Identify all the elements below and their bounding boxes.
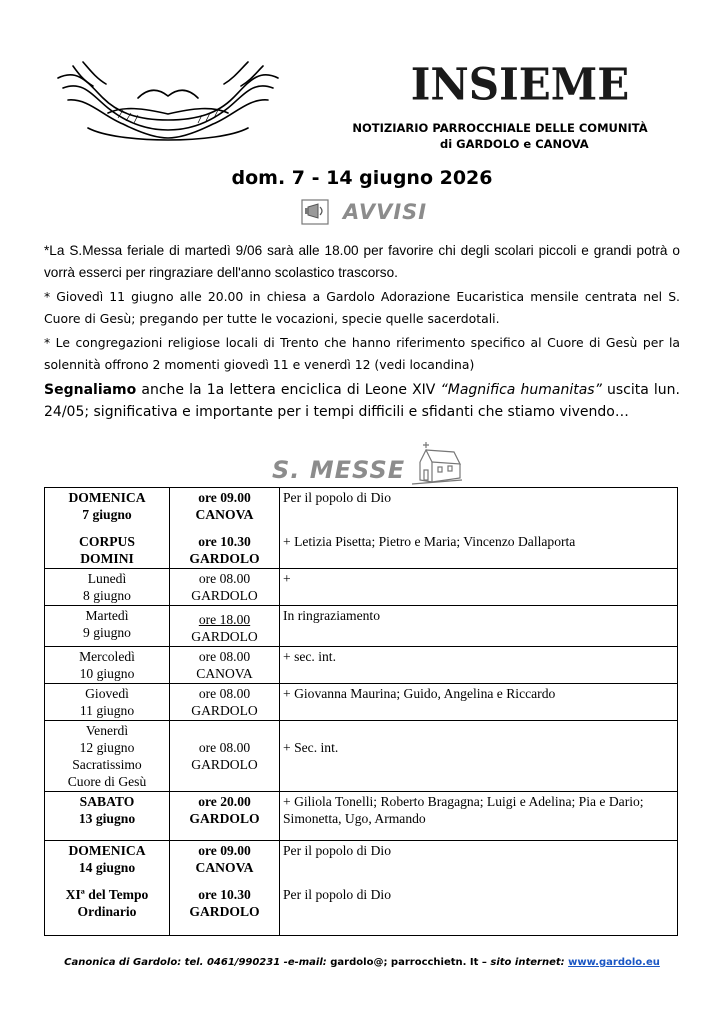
table-row (45, 841, 678, 936)
notice-adoration: * Giovedì 11 giugno alle 20.00 in chiesa a Gardolo Adorazione Eucaristica mensile centrata nel S. Cuore di Gesù; pregando per tutte le vocazioni, specie quelle sacerdotali. (44, 289, 680, 326)
encyclical-title: “Magnifica humanitas” (440, 382, 602, 398)
chapel-icon (410, 440, 464, 486)
time-cell: ore 09.00 CANOVA ore 10.30 GARDOLO (170, 488, 280, 569)
day-cell: Venerdì 12 giugno Sacratissimo Cuore di Gesù (45, 721, 170, 792)
avvisi-heading: AVVISI (343, 200, 428, 224)
notice-encyclical: Segnaliamo anche la 1a lettera enciclica di Leone XIV “Magnifica humanitas” uscita lun. 24/05; significativa e importante per i tempi difficili e sfidanti che stiamo vivendo… (44, 382, 680, 420)
table-row (45, 488, 678, 569)
table-row (45, 569, 678, 606)
day-cell: Martedì 9 giugno (45, 606, 170, 647)
date-heading: dom. 7 - 14 giugno 2026 (231, 167, 493, 189)
website-link[interactable]: www.gardolo.eu (568, 957, 660, 968)
day-cell: Giovedì 11 giugno (45, 684, 170, 721)
table-row (45, 721, 678, 792)
time-cell: ore 08.00 GARDOLO (170, 721, 280, 792)
intention-cell: + sec. int. (280, 647, 678, 684)
notice-encyclical-lead: Segnaliamo (44, 382, 137, 398)
notice-school-mass: *La S.Messa feriale di martedì 9/06 sarà alle 18.00 per favorire chi degli scolari piccoli e grandi potrà o vorrà esserci per ringraziare dell'anno scolastico trascorso. (44, 243, 680, 280)
day-cell: Mercoledì 10 giugno (45, 647, 170, 684)
notice-congregations: * Le congregazioni religiose locali di Trento che hanno riferimento specifico al Cuore di Gesù per la solennità offrono 2 momenti giovedì 11 e venerdì 12 (vedi locandina) (44, 335, 680, 372)
intention-cell: In ringraziamento (280, 606, 678, 647)
table-row (45, 647, 678, 684)
newsletter-subtitle: NOTIZIARIO PARROCCHIALE DELLE COMUNITÀ (352, 121, 648, 135)
day-cell: DOMENICA 14 giugno XIª del Tempo Ordinario (45, 841, 170, 936)
intention-cell: + Sec. int. (280, 721, 678, 792)
intention-cell: Per il popolo di Dio + Letizia Pisetta; Pietro e Maria; Vincenzo Dallaporta (280, 488, 678, 569)
newsletter-title: INSIEME (410, 58, 630, 111)
time-cell: ore 20.00 GARDOLO (170, 792, 280, 841)
table-row (45, 606, 678, 647)
hands-logo (48, 58, 288, 148)
intention-cell: + Giovanna Maurina; Guido, Angelina e Riccardo (280, 684, 678, 721)
table-row (45, 684, 678, 721)
day-cell: DOMENICA 7 giugno CORPUS DOMINI (45, 488, 170, 569)
mass-schedule-table (44, 487, 678, 936)
intention-cell: Per il popolo di Dio Per il popolo di Dio (280, 841, 678, 936)
intention-cell: + (280, 569, 678, 606)
time-cell: ore 09.00 CANOVA ore 10.30 GARDOLO (170, 841, 280, 936)
contact-footer: Canonica di Gardolo: tel. 0461/990231 -e-mail: gardolo@; parrocchietn. It – sito internet: www.gardolo.eu (64, 957, 660, 968)
time-cell: ore 08.00 GARDOLO (170, 569, 280, 606)
table-row (45, 792, 678, 841)
intention-cell: + Giliola Tonelli; Roberto Bragagna; Luigi e Adelina; Pia e Dario; Simonetta, Ugo, Armando (280, 792, 678, 841)
time-cell: ore 18.00 GARDOLO (170, 606, 280, 647)
day-cell: SABATO 13 giugno (45, 792, 170, 841)
day-cell: Lunedì 8 giugno (45, 569, 170, 606)
time-cell: ore 08.00 GARDOLO (170, 684, 280, 721)
masses-heading: S. MESSE (272, 456, 406, 484)
megaphone-icon (300, 198, 332, 226)
time-cell: ore 08.00 CANOVA (170, 647, 280, 684)
newsletter-subtitle-communities: di GARDOLO e CANOVA (440, 137, 589, 151)
